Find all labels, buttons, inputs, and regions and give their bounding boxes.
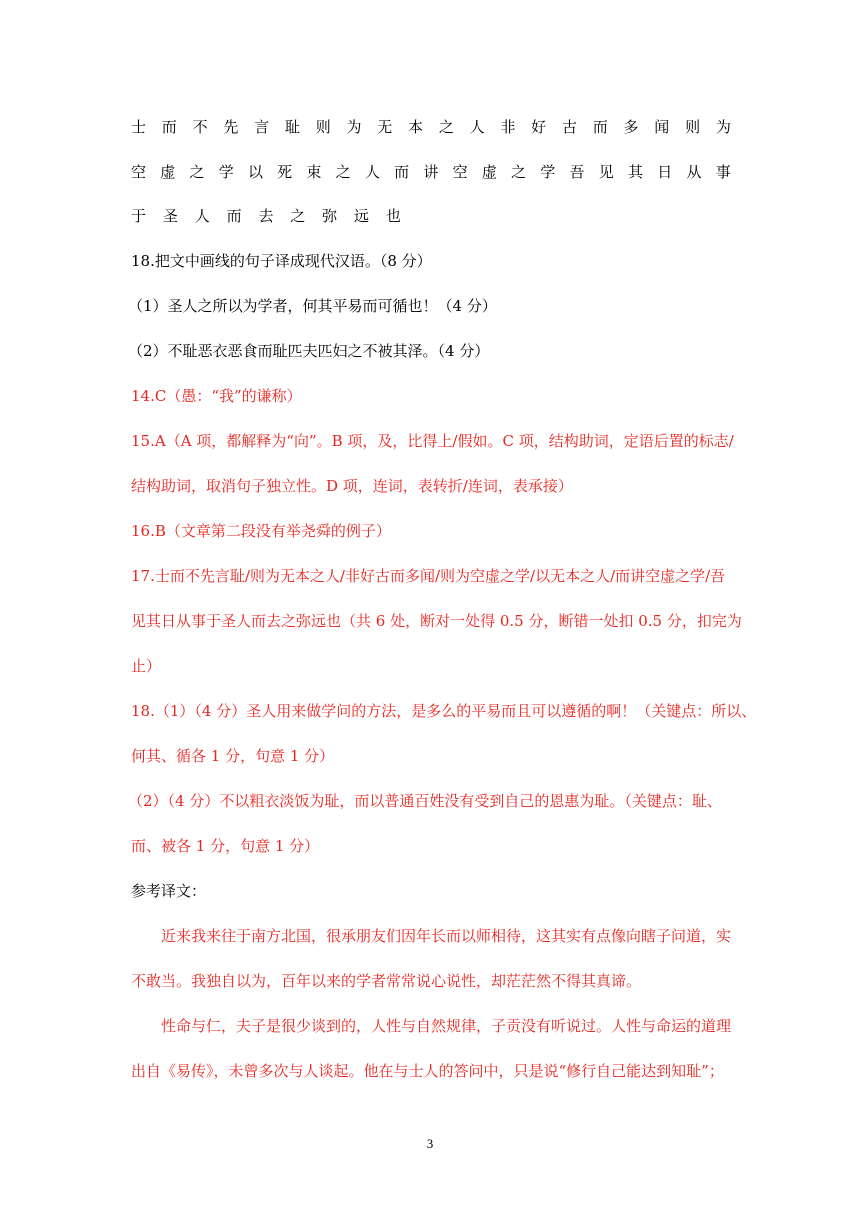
exercise-char: 本 [408, 118, 424, 136]
exercise-char: 之 [189, 163, 205, 181]
question-18-sub1: （1）圣人之所以为学者，何其平易而可循也！（4 分） [128, 297, 497, 315]
exercise-char: 之 [438, 118, 454, 136]
exercise-char: 之 [335, 163, 351, 181]
exercise-char: 事 [715, 163, 731, 181]
answer-17-line3: 止） [131, 657, 162, 675]
answer-15-line1: 15.A（A 项，都解释为“向”。B 项，及，比得上/假如。C 项，结构助词，定语后置的标志/ [131, 432, 734, 450]
exercise-char: 去 [258, 207, 274, 225]
exercise-char: 空 [452, 163, 468, 181]
exercise-char: 先 [223, 118, 239, 136]
translation-p2-line2: 出自《易传》，未曾多次与人谈起。他在与士人的答问中，只是说“修行自己能达到知耻”； [131, 1062, 724, 1080]
exercise-line-3 [131, 206, 401, 226]
answer-16: 16.B（文章第二段没有举尧舜的例子） [131, 522, 391, 540]
exercise-char: 人 [469, 118, 485, 136]
translation-p2-line1: 性命与仁，夫子是很少谈到的，人性与自然规律，子贡没有听说过。人性与命运的道理 [161, 1017, 732, 1035]
translation-p1-line2: 不敢当。我独自以为，百年以来的学者常常说心说性，却茫茫然不得其真谛。 [131, 972, 642, 990]
exercise-char: 虚 [481, 163, 497, 181]
exercise-char: 不 [192, 118, 208, 136]
exercise-char: 远 [354, 207, 370, 225]
exercise-char: 死 [277, 163, 293, 181]
answer-18-1-line1: 18.（1）（4 分）圣人用来做学问的方法，是多么的平易而且可以遵循的啊！（关键点：所以、 [131, 702, 757, 720]
exercise-line-2 [131, 162, 731, 182]
exercise-char: 无 [377, 118, 393, 136]
exercise-char: 也 [385, 207, 401, 225]
exercise-char: 之 [511, 163, 527, 181]
exercise-char: 以 [247, 163, 263, 181]
exercise-char: 空 [131, 163, 147, 181]
exercise-char: 则 [315, 118, 331, 136]
exercise-char: 讲 [423, 163, 439, 181]
exercise-char: 学 [540, 163, 556, 181]
exercise-char: 多 [623, 118, 639, 136]
exercise-char: 非 [500, 118, 516, 136]
answer-14: 14.C（愚：“我”的谦称） [131, 387, 302, 405]
exercise-char: 其 [627, 163, 643, 181]
exercise-char: 人 [364, 163, 380, 181]
exercise-char: 为 [346, 118, 362, 136]
exercise-char: 人 [194, 207, 210, 225]
exercise-char: 闻 [654, 118, 670, 136]
exercise-char: 士 [131, 118, 147, 136]
exercise-char: 而 [226, 207, 242, 225]
translation-p1-line1: 近来我来往于南方北国，很承朋友们因年长而以师相待，这其实有点像向瞎子问道，实 [161, 927, 732, 945]
answer-18-1-line2: 何其、循各 1 分，句意 1 分） [131, 747, 335, 765]
exercise-char: 而 [592, 118, 608, 136]
answer-15-line2: 结构助词，取消句子独立性。D 项，连词，表转折/连词，表承接） [131, 477, 573, 495]
question-18-sub2: （2）不耻恶衣恶食而耻匹夫匹妇之不被其泽。（4 分） [128, 342, 490, 360]
page-number: 3 [426, 1136, 434, 1151]
answer-18-2-line2: 而、被各 1 分，句意 1 分） [131, 837, 320, 855]
translation-heading: 参考译文： [131, 882, 207, 900]
exercise-char: 虚 [160, 163, 176, 181]
exercise-char: 日 [657, 163, 673, 181]
exercise-char: 圣 [162, 207, 178, 225]
exercise-line-1 [131, 117, 731, 137]
exercise-char: 从 [686, 163, 702, 181]
exercise-char: 学 [218, 163, 234, 181]
exercise-char: 古 [561, 118, 577, 136]
exercise-char: 于 [131, 207, 147, 225]
answer-17-line2: 见其日从事于圣人而去之弥远也（共 6 处，断对一处得 0.5 分，断错一处扣 0.5 分，扣完为 [131, 612, 742, 630]
exercise-char: 吾 [569, 163, 585, 181]
answer-17-line1: 17.士而不先言耻/则为无本之人/非好古而多闻/则为空虚之学/以无本之人/而讲空虚之学/吾 [131, 567, 726, 585]
exercise-char: 耻 [284, 118, 300, 136]
exercise-char: 而 [394, 163, 410, 181]
exercise-char: 而 [161, 118, 177, 136]
exercise-char: 则 [685, 118, 701, 136]
answer-18-2-line1: （2）（4 分）不以粗衣淡饭为耻，而以普通百姓没有受到自己的恩惠为耻。（关键点：耻、 [128, 792, 722, 810]
exercise-char: 为 [715, 118, 731, 136]
question-18-prompt: 18.把文中画线的句子译成现代汉语。（8 分） [131, 252, 432, 270]
exercise-char: 见 [598, 163, 614, 181]
exercise-char: 言 [254, 118, 270, 136]
exercise-char: 好 [531, 118, 547, 136]
exercise-char: 束 [306, 163, 322, 181]
exercise-char: 之 [290, 207, 306, 225]
exercise-char: 弥 [322, 207, 338, 225]
